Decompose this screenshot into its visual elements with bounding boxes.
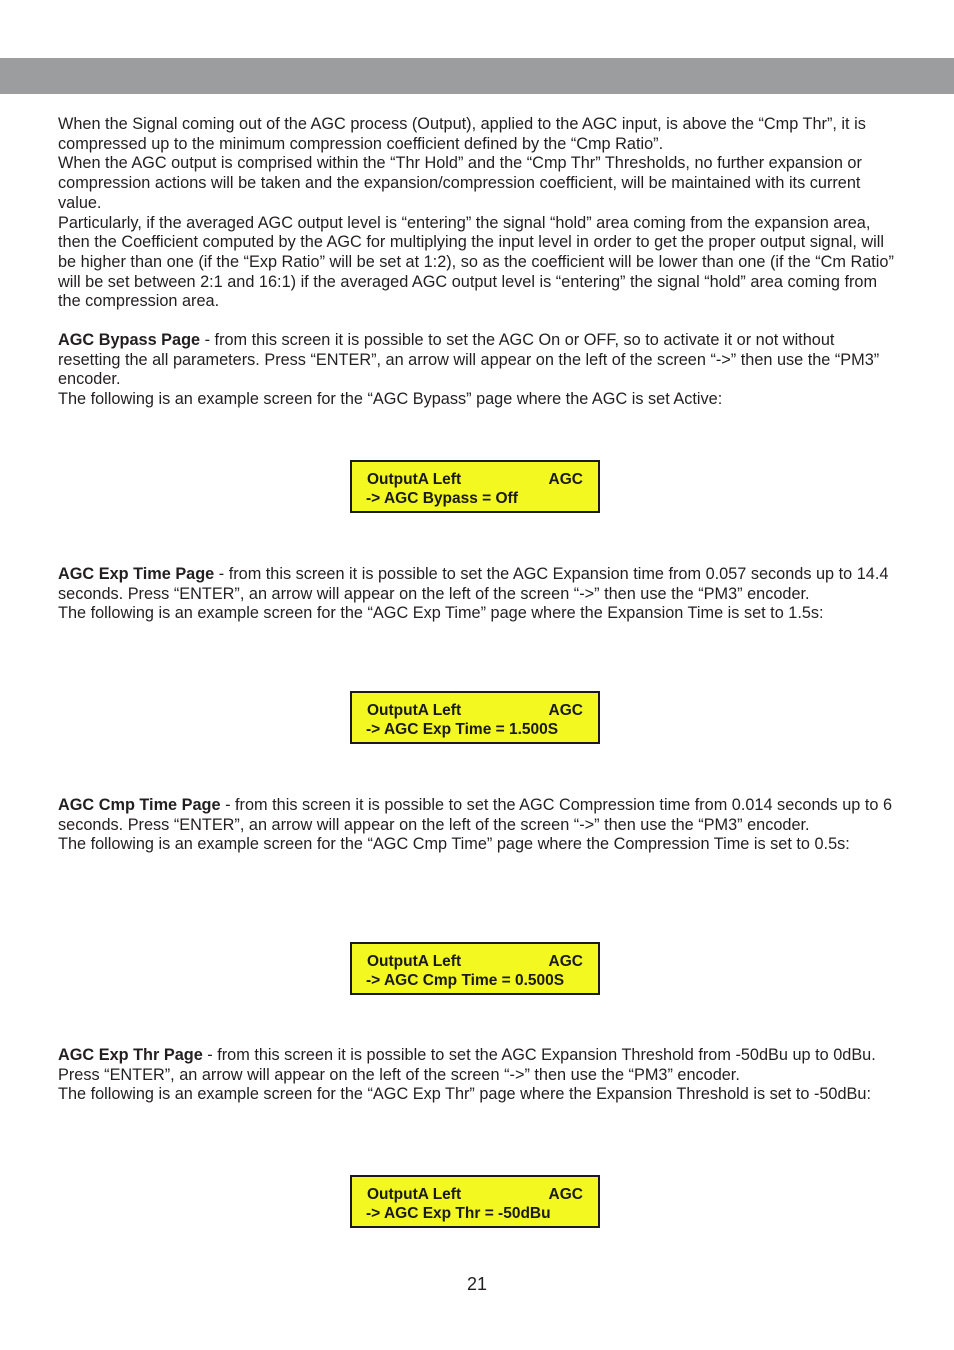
- section-description: [58, 1046, 898, 1085]
- lcd-line-2: -> AGC Cmp Time = 0.500S: [366, 972, 565, 989]
- section-title: AGC Cmp Time Page: [58, 796, 221, 814]
- intro-paragraph-3: Particularly, if the averaged AGC output level is “entering” the signal “hold” area coming from the expansion area, then the Coefficient computed by the AGC for multiplying the input level in order to get the proper output signal, will be higher than one (if the “Exp Ratio” will be set at 1:2), so as the coefficient will be lower than one (if the “Cm Ratio” will be set between 2:1 and 16:1) if the averaged AGC output level is “entering” the signal “hold” area coming from the compression area.: [58, 213, 894, 311]
- section-title: AGC Exp Time Page: [58, 565, 215, 583]
- page-number: 21: [466, 1274, 488, 1294]
- lcd-output-label: OutputA Left: [367, 702, 462, 719]
- section-example-text: The following is an example screen for the “AGC Bypass” page where the AGC is set Active:: [58, 390, 723, 409]
- lcd-output-label: OutputA Left: [367, 953, 462, 970]
- lcd-line-1: [367, 471, 583, 490]
- intro-paragraph-2: When the AGC output is comprised within the “Thr Hold” and the “Cmp Thr” Thresholds, no further expansion or compression actions will be taken and the expansion/compression coefficient, will be maintained with its current value.: [58, 154, 862, 212]
- lcd-menu-label: AGC: [548, 1186, 583, 1203]
- intro-paragraph-1: When the Signal coming out of the AGC process (Output), applied to the AGC input, is above the “Cmp Thr”, it is compressed up to the minimum compression coefficient defined by the “Cmp Ratio”.: [58, 115, 866, 153]
- section-description: [58, 565, 898, 604]
- section-desc-text: - from this screen it is possible to set the AGC Expansion Threshold from -50dBu up to 0dBu. Press “ENTER”, an arrow will appear on the left of the screen “->” then use the “PM3” encoder.: [58, 1046, 876, 1084]
- lcd-menu-label: AGC: [548, 702, 583, 719]
- lcd-screen-agc-bypass: [350, 460, 600, 513]
- section-description: [58, 796, 898, 835]
- lcd-line-2: -> AGC Bypass = Off: [366, 490, 518, 507]
- lcd-screen-agc-exp-time: [350, 691, 600, 744]
- lcd-line-1: [367, 953, 583, 972]
- lcd-output-label: OutputA Left: [367, 1186, 462, 1203]
- lcd-line-1: [367, 1186, 583, 1205]
- section-example-text: The following is an example screen for the “AGC Exp Time” page where the Expansion Time is set to 1.5s:: [58, 604, 824, 623]
- section-desc-text: - from this screen it is possible to set the AGC Compression time from 0.014 seconds up to 6 seconds. Press “ENTER”, an arrow will appear on the left of the screen “->” then use the “PM3” encoder.: [58, 796, 893, 834]
- intro-text: [58, 115, 898, 312]
- section-agc-cmp-time: [58, 796, 898, 855]
- section-example-text: The following is an example screen for the “AGC Cmp Time” page where the Compression Time is set to 0.5s:: [58, 835, 850, 854]
- section-title: AGC Bypass Page: [58, 331, 201, 349]
- lcd-line-2: -> AGC Exp Time = 1.500S: [366, 721, 559, 738]
- lcd-line-2: -> AGC Exp Thr = -50dBu: [366, 1205, 551, 1222]
- lcd-screen-agc-exp-thr: [350, 1175, 600, 1228]
- header-band: [0, 58, 954, 94]
- lcd-menu-label: AGC: [548, 953, 583, 970]
- section-description: [58, 331, 898, 390]
- lcd-line-1: [367, 702, 583, 721]
- lcd-output-label: OutputA Left: [367, 471, 462, 488]
- section-agc-exp-thr: [58, 1046, 898, 1105]
- section-agc-bypass: [58, 331, 898, 410]
- section-title: AGC Exp Thr Page: [58, 1046, 203, 1064]
- section-agc-exp-time: [58, 565, 898, 624]
- lcd-screen-agc-cmp-time: [350, 942, 600, 995]
- section-example-text: The following is an example screen for the “AGC Exp Thr” page where the Expansion Threshold is set to -50dBu:: [58, 1085, 871, 1104]
- section-desc-text: - from this screen it is possible to set the AGC Expansion time from 0.057 seconds up to 14.4 seconds. Press “ENTER”, an arrow will appear on the left of the screen “->” then use the “PM3” encoder.: [58, 565, 889, 603]
- lcd-menu-label: AGC: [548, 471, 583, 488]
- section-desc-text: - from this screen it is possible to set the AGC On or OFF, so to activate it or not without resetting the all parameters. Press “ENTER”, an arrow will appear on the left of the screen “->” then use the “PM3” encoder.: [58, 331, 880, 389]
